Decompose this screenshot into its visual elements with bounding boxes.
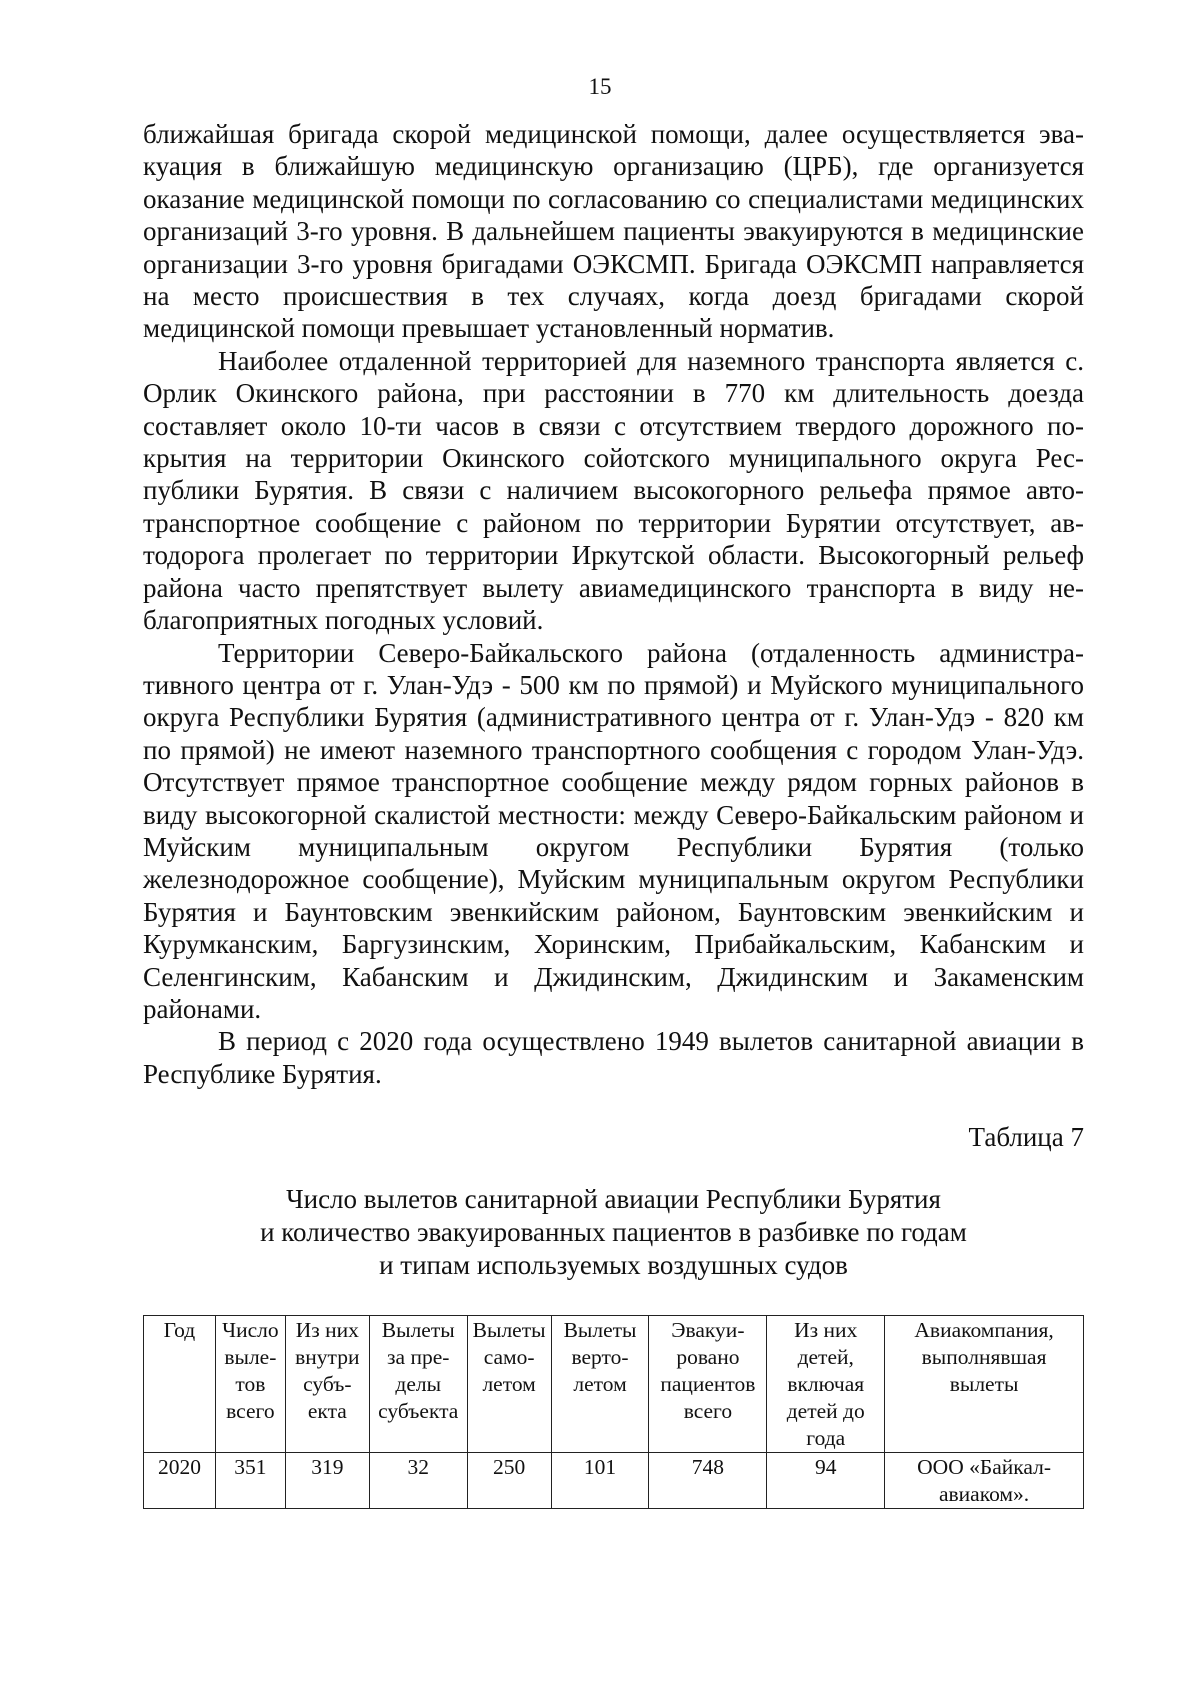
table-cell: 319 — [285, 1453, 369, 1509]
table-cell: 748 — [649, 1453, 767, 1509]
header-total-flights: Число вылетов всего — [215, 1316, 285, 1453]
table-label: Таблица 7 — [968, 1122, 1084, 1152]
table-header-row — [144, 1316, 1084, 1453]
header-year: Год — [144, 1316, 216, 1453]
paragraph: ближайшая бригада скорой медицинской помощи, далее осуществляется эвакуация в ближайшую медицинскую организацию (ЦРБ), где организуется оказание медицинской помощи по согласованию со специалистами медицинских организаций 3-го уровня. В дальнейшем пациенты эвакуируются в медицинские организации 3-го уровня бригадами ОЭКСМП. Бригада ОЭКСМП направляется на место происшествия в тех случаях, когда доезд бригадами скорой медицинской помощи превышает установленный норматив. — [143, 119, 1084, 344]
page-number: 15 — [588, 74, 612, 99]
header-by-airplane: Вылеты самолетом — [467, 1316, 551, 1453]
header-by-helicopter: Вылеты вертолетом — [551, 1316, 649, 1453]
table-caption-line: и количество эвакуированных пациентов в разбивке по годам — [260, 1217, 967, 1247]
table-caption — [143, 1183, 1084, 1282]
table-cell: 101 — [551, 1453, 649, 1509]
paragraph: В период с 2020 года осуществлено 1949 вылетов санитарной авиации в Республике Бурятия. — [143, 1026, 1084, 1089]
header-outside-region: Вылеты за пределы субъекта — [369, 1316, 467, 1453]
flights-table — [143, 1315, 1084, 1509]
header-airline: Авиакомпания, выполнявшая вылеты — [885, 1316, 1084, 1453]
header-children: Из них детей, включая детей до года — [767, 1316, 885, 1453]
header-evacuated-total: Эвакуировано пациентов всего — [649, 1316, 767, 1453]
table-caption-line: и типам используемых воздушных судов — [379, 1250, 848, 1280]
paragraph: Территории Северо-Байкальского района (отдаленность административного центра от г. Улан-Удэ - 500 км по прямой) и Муйского муниципального округа Республики Бурятия (административного центра от г. Улан-Удэ - 820 км по прямой) не имеют наземного транспортного сообщения с городом Улан-Удэ. Отсутствует прямое транспортное сообщение между рядом горных районов в виду высокогорной скалистой местности: между Северо-Байкальским районом и Муйским муниципальным округом Республики Бурятия (только железнодорожное сообщение), Муйским муниципальным округом Республики Бурятия и Баунтовским эвенкийским районом, Баунтовским эвенкийским и Курумканским, Баргузинским, Хоринским, Прибайкальским, Кабанским и Селенгинским, Кабанским и Джидинским, Джидинским и Закаменским районами. — [143, 637, 1084, 1024]
table-cell: ООО «Байкал-авиаком». — [885, 1453, 1084, 1509]
table-cell: 250 — [467, 1453, 551, 1509]
table-cell: 94 — [767, 1453, 885, 1509]
body-text — [143, 118, 1084, 1090]
paragraph: Наиболее отдаленной территорией для наземного транспорта является с. Орлик Окинского района, при расстоянии в 770 км длительность доезда составляет около 10-ти часов в связи с отсутствием твердого дорожного покрытия на территории Окинского сойотского муниципального округа Республики Бурятия. В связи с наличием высокогорного рельефа прямое автотранспортное сообщение с районом по территории Бурятии отсутствует, автодорога пролегает по территории Иркутской области. Высокогорный рельеф района часто препятствует вылету авиамедицинского транспорта в виду неблагоприятных погодных условий. — [143, 345, 1084, 636]
table-row — [144, 1453, 1084, 1509]
table-cell: 351 — [215, 1453, 285, 1509]
table-caption-line: Число вылетов санитарной авиации Республики Бурятия — [286, 1184, 941, 1214]
table-cell: 32 — [369, 1453, 467, 1509]
header-within-region: Из них внутри субъекта — [285, 1316, 369, 1453]
table-cell: 2020 — [144, 1453, 216, 1509]
